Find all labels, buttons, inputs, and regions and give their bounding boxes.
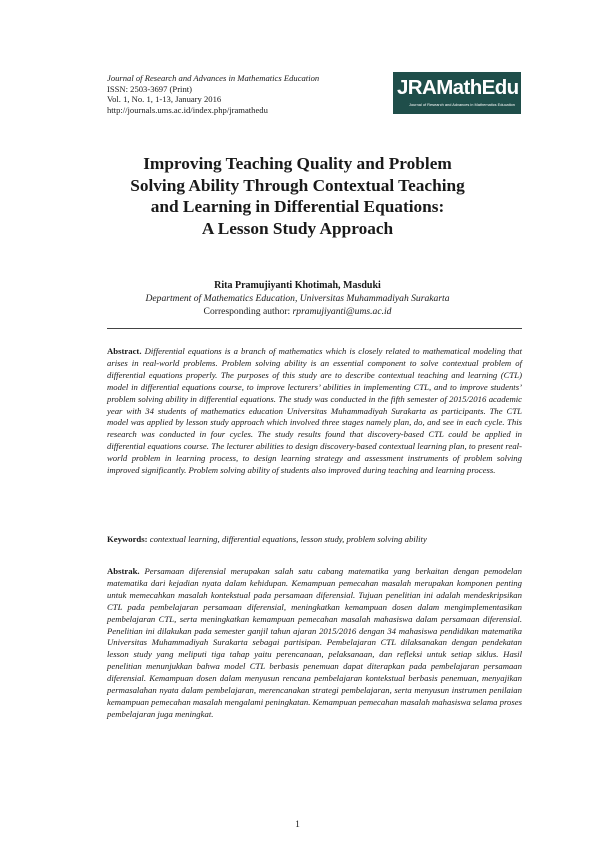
title-line: and Learning in Differential Equations: [150, 197, 445, 216]
journal-name: Journal of Research and Advances in Mathematics Education [107, 73, 320, 83]
issn: ISSN: 2503-3697 (Print) [107, 83, 192, 94]
divider [107, 328, 522, 329]
logo-subtitle: Journal of Research and Advances in Mathematics Education [409, 102, 515, 107]
abstract-label: Abstract. [107, 346, 142, 356]
abstract-text: Differential equations is a branch of mathematics which is closely related to mathematical modeling that arises in real-world problems. Problem solving ability is an essential component to solve contextual problem of differential equations properly. The purposes of this study are to describe contextual teaching and learning (CTL) model in differential equations course, to improve lecturers’ abilities in implementing CTL, and to improve students’ problem solving ability in differential equations. The study was conducted in the fifth semester of 2015/2016 academic year with 34 students of mathematics education Universitas Muhammadiyah Surakarta as participants. The CTL model was applied by lesson study approach which involved three stages namely plan, do, and see in each cycle. This research was conducted in four cycles. The study results found that discovery-based CTL could be applied in differential equations course. The lecturer abilities to design discovery-based contextual learning plan, to present real-world problem in learning process, to design learning strategy and assessment instruments of problem solving improved significantly. Problem solving ability of students also improved during teaching and learning process. [107, 346, 523, 476]
title-line: Solving Ability Through Contextual Teaching [130, 175, 465, 195]
author-email[interactable]: rpramujiyanti@ums.ac.id [292, 306, 392, 317]
journal-url[interactable]: http://journals.ums.ac.id/index.php/jramathedu [107, 104, 268, 115]
page-number: 1 [295, 820, 300, 830]
abstrak-label: Abstrak. [107, 566, 140, 576]
title-line: Improving Teaching Quality and Problem [143, 154, 452, 173]
authors: Rita Pramujiyanti Khotimah, Masduki [214, 280, 381, 291]
logo-text: JRAMathEdu [397, 76, 519, 99]
abstract [107, 346, 522, 477]
journal-header [107, 73, 319, 115]
keywords-text: contextual learning, differential equations, lesson study, problem solving ability [147, 534, 427, 544]
keywords-label: Keywords: [107, 534, 148, 544]
affiliation: Department of Mathematics Education, Universitas Muhammadiyah Surakarta [145, 293, 450, 304]
corresponding-label: Corresponding author: [203, 306, 293, 317]
title-line: A Lesson Study Approach [201, 218, 394, 238]
paper-title [60, 153, 535, 239]
volume-info: Vol. 1, No. 1, 1-13, January 2016 [107, 94, 222, 105]
abstrak-text: Persamaan diferensial merupakan salah satu cabang matematika yang berkaitan dengan pemodelan matematika dari kejadian nyata dalam kehidupan. Kemampuan pemecahan masalah merupakan komponen penting untuk memecahkan masalah kontekstual pada persamaan diferensial. Tujuan penelitian ini adalah mendeskripsikan CTL pada pembelajaran persamaan diferensial, meningkatkan kemampuan dosen dalam mengimplementasikan pembelajaran CTL, serta meningkatkan kemampuan pemecahan masalah mahasiswa dalam persamaan diferensial. Penelitian ini dilakukan pada semester ganjil tahun ajaran 2015/2016 dengan 34 mahasiswa pendidikan matematika Universitas Muhammadiyah Surakarta sebagai partisipan. Pembelajaran CTL dilaksanakan dengan pendekatan lesson study yang meliputi tiga tahap yaitu perencanaan, pelaksanaan, dan refleksi untuk setiap siklus. Hasil penelitian menunjukkan bahwa model CTL berbasis penemuan dapat diterapkan pada pembelajaran persamaan diferensial. Kemampuan dosen dalam menyusun rencana pembelajaran kontekstual berbasis penemuan, menyajikan permasalahan nyata dalam pembelajaran, merencanakan strategi pembelajaran, serta menyusun instrumen penilaian kemampuan pemecahan masalah mengalami peningkatan. Kemampuan pemecahan masalah mahasiswa selama proses pembelajaran juga meningkat. [107, 566, 522, 719]
abstrak [107, 566, 522, 721]
keywords [107, 534, 522, 546]
journal-logo [393, 72, 521, 114]
corresponding-author [60, 306, 535, 317]
